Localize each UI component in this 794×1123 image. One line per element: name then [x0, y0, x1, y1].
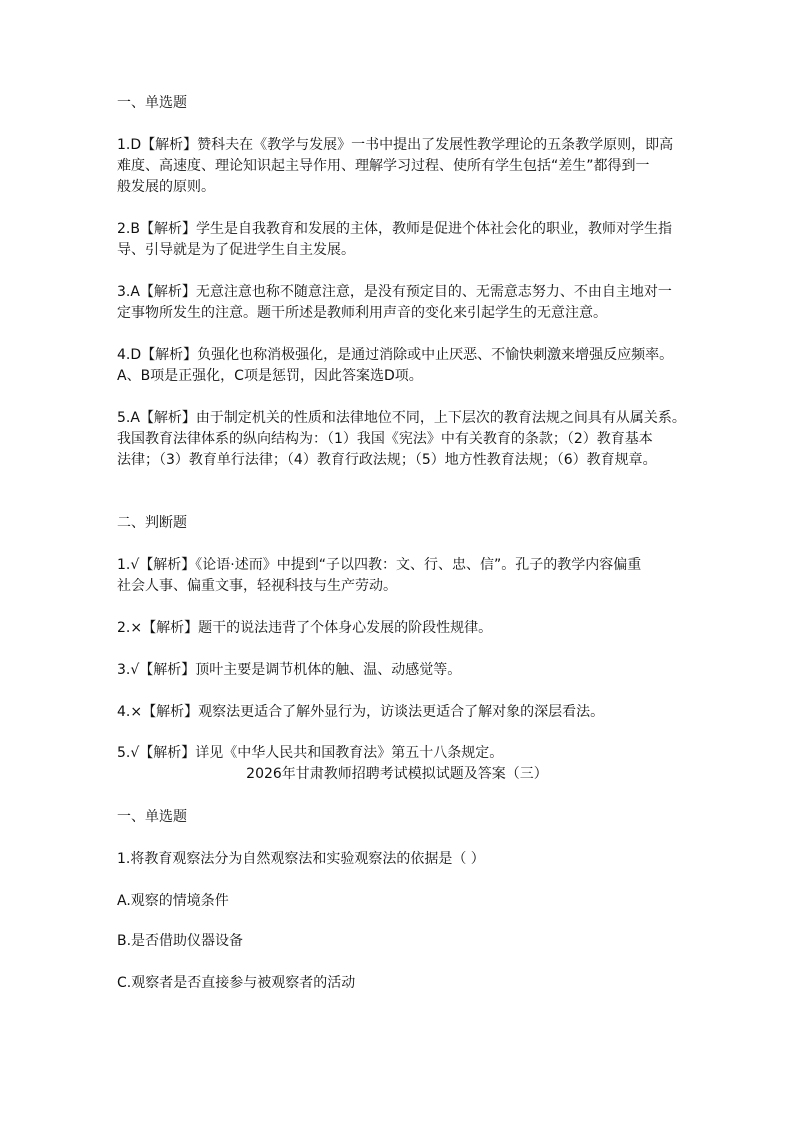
- text-line: 定事物所发生的注意。题干所述是教师利用声音的变化来引起学生的无意注意。: [117, 305, 607, 321]
- answer-paragraph: [117, 618, 697, 639]
- text-line: 5.√【解析】详见《中华人民共和国教育法》第五十八条规定。: [117, 745, 504, 761]
- text-line: 我国教育法律体系的纵向结构为：（1）我国《宪法》中有关教育的条款；（2）教育基本: [117, 431, 653, 447]
- section-heading: 一、单选题: [117, 95, 187, 111]
- option-a: A.观察的情境条件: [117, 893, 229, 909]
- text-line: 4.D【解析】负强化也称消极强化，是通过消除或中止厌恶、不愉快刺激来增强反应频率。: [117, 347, 674, 363]
- text-line: 5.A【解析】由于制定机关的性质和法律地位不同，上下层次的教育法规之间具有从属关系。: [117, 410, 686, 426]
- text-line: 1.D【解析】赞科夫在《教学与发展》一书中提出了发展性教学理论的五条教学原则，即高: [117, 137, 674, 153]
- text-line: 3.A【解析】无意注意也称不随意注意，是没有预定目的、无需意志努力、不由自主地对一: [117, 284, 672, 300]
- text-line: 法律；（3）教育单行法律；（4）教育行政法规；（5）地方性教育法规；（6）教育规章。: [117, 452, 657, 468]
- answer-paragraph: [117, 282, 697, 324]
- text-line: 般发展的原则。: [117, 179, 215, 195]
- document-title: 2026年甘肃教师招聘考试模拟试题及答案（三）: [246, 766, 548, 782]
- option-c: C.观察者是否直接参与被观察者的活动: [117, 975, 356, 991]
- text-line: 3.√【解析】顶叶主要是调节机体的触、温、动感觉等。: [117, 662, 462, 678]
- text-line: 社会人事、偏重文事，轻视科技与生产劳动。: [117, 578, 397, 594]
- option-b: B.是否借助仪器设备: [117, 933, 244, 949]
- answer-paragraph: [117, 135, 697, 198]
- text-line: 难度、高速度、理论知识起主导作用、理解学习过程、使所有学生包括“差生”都得到一: [117, 158, 650, 174]
- question-text: 1.将教育观察法分为自然观察法和实验观察法的依据是（ ）: [117, 851, 485, 867]
- text-line: 2.×【解析】题干的说法违背了个体身心发展的阶段性规律。: [117, 620, 493, 636]
- answer-paragraph: [117, 702, 697, 723]
- text-line: 导、引导就是为了促进学生自主发展。: [117, 242, 355, 258]
- text-line: 2.B【解析】学生是自我教育和发展的主体，教师是促进个体社会化的职业，教师对学生指: [117, 221, 672, 237]
- text-line: A、B项是正强化，C项是惩罚，因此答案选D项。: [117, 368, 423, 384]
- answer-paragraph: [117, 555, 697, 597]
- text-line: 1.√【解析】《论语·述而》中提到“子以四教：文、行、忠、信”。孔子的教学内容偏重: [117, 557, 642, 573]
- answer-paragraph: [117, 743, 697, 764]
- section-heading: 二、判断题: [117, 515, 187, 531]
- section-heading: 一、单选题: [117, 809, 187, 825]
- answer-paragraph: [117, 408, 697, 471]
- answer-paragraph: [117, 660, 697, 681]
- answer-paragraph: [117, 219, 697, 261]
- text-line: 4.×【解析】观察法更适合了解外显行为，访谈法更适合了解对象的深层看法。: [117, 704, 605, 720]
- answer-paragraph: [117, 345, 697, 387]
